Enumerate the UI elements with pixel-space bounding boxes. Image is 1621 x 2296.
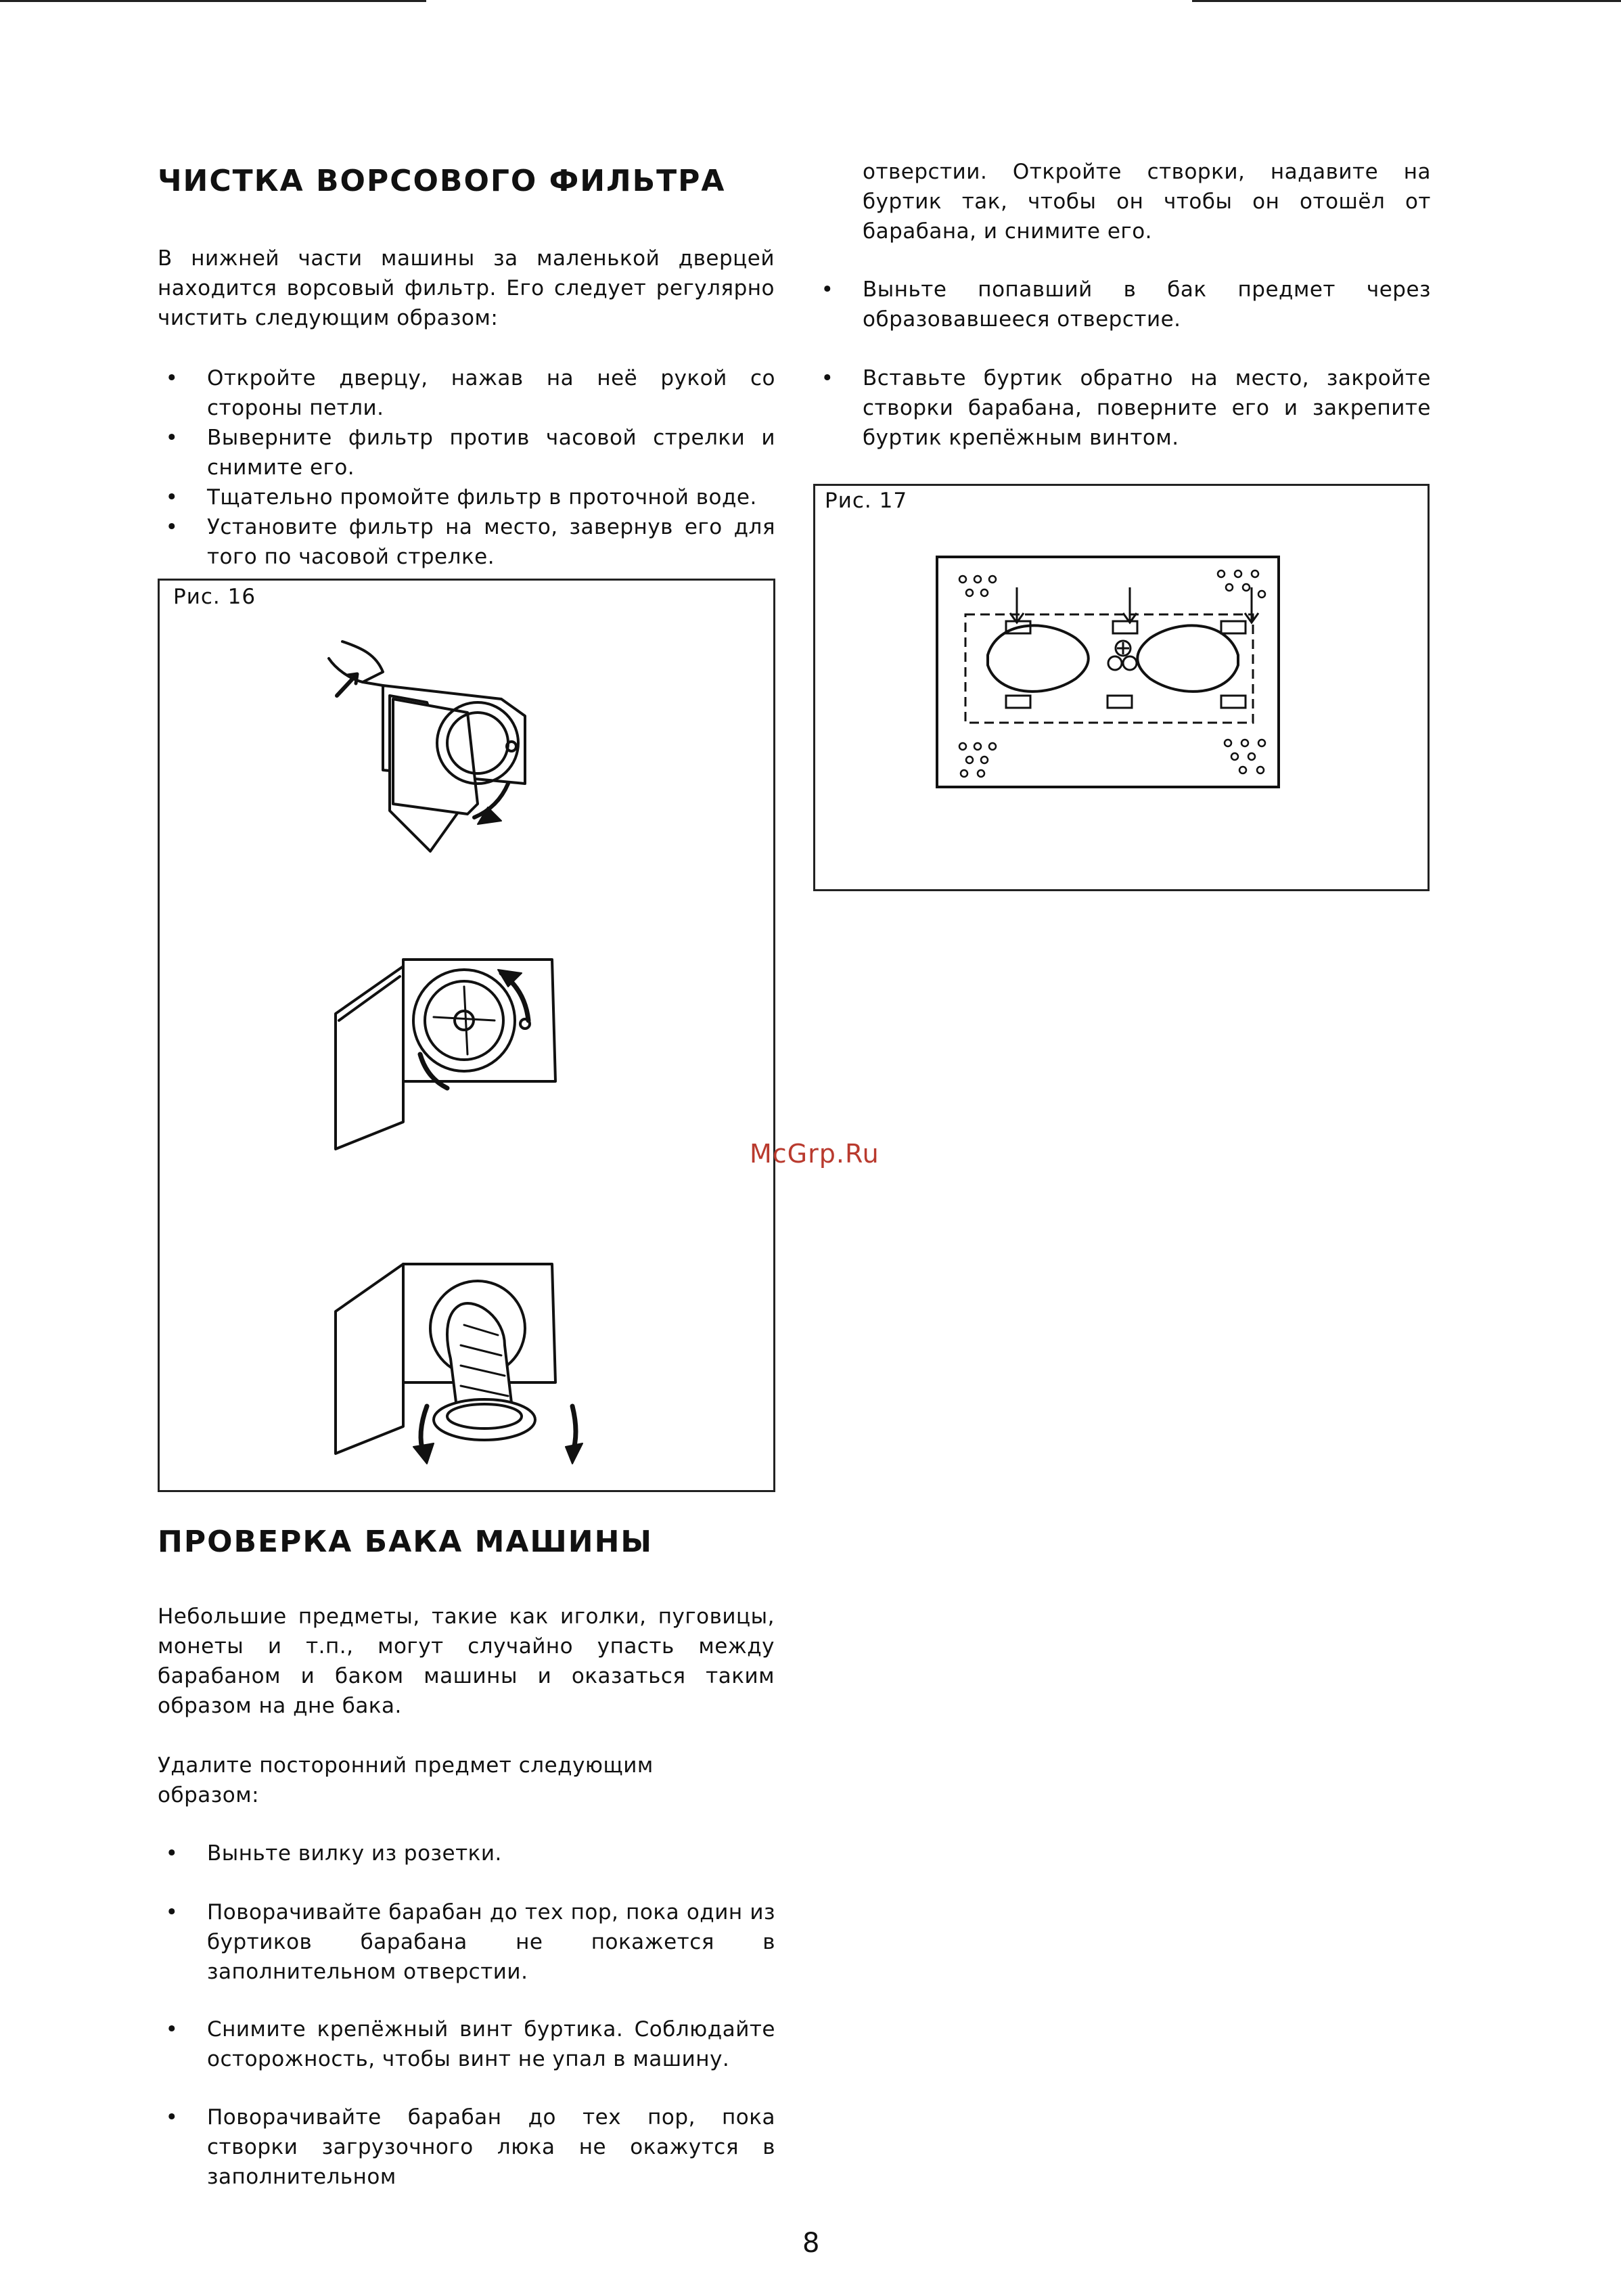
lint-step-text: Откройте дверцу, нажав на неё рукой со стороны петли. — [207, 366, 775, 420]
bullet-dot: • — [165, 2017, 179, 2042]
lint-step-text: Тщательно промойте фильтр в проточной воде. — [207, 485, 757, 510]
lint-step-text: Выверните фильтр против часовой стрелки и снимите его. — [207, 426, 775, 480]
lint-filter-intro: В нижней части машины за маленькой дверцей находится ворсовый фильтр. Его следует регулярно чистить следующим образом: — [158, 246, 775, 330]
bullet-dot: • — [165, 426, 179, 450]
tub-check-intro-2: Удалите посторонний предмет следующим образом: — [158, 1753, 654, 1807]
tub-step-4 — [165, 2102, 775, 2192]
down-arrow-icon — [1010, 587, 1258, 623]
lint-step-2 — [165, 423, 775, 482]
filter-remove-drawing — [336, 1264, 555, 1454]
tub-step-text: Вставьте буртик обратно на место, закройте створки барабана, поверните его и закрепите буртик крепёжным винтом. — [863, 366, 1431, 450]
drum-shutter-right — [1137, 625, 1238, 691]
tub-step-6 — [821, 363, 1431, 453]
drum-shutter-left — [988, 625, 1089, 691]
figure-16-illustration — [160, 581, 773, 1490]
tub-step-text: Поворачивайте барабан до тех пор, пока один из буртиков барабана не покажется в заполнительном отверстии. — [207, 1900, 775, 1984]
bullet-dot: • — [165, 1841, 179, 1866]
tub-step-5 — [821, 275, 1431, 334]
section-title-tub-check: ПРОВЕРКА БАКА МАШИНЫ — [158, 1525, 654, 1559]
tub-check-intro: Небольшие предметы, такие как иголки, пуговицы, монеты и т.п., могут случайно упасть между барабаном и баком машины и оказаться таким образом на дне бака. — [158, 1604, 775, 1718]
tub-step-text: Выньте вилку из розетки. — [207, 1841, 502, 1866]
figure-17-box — [813, 484, 1430, 891]
bullet-dot: • — [165, 515, 179, 539]
filter-unscrew-drawing — [336, 960, 555, 1149]
figure-17-label: Рис. 17 — [825, 489, 908, 513]
bullet-dot: • — [165, 2105, 179, 2130]
top-rule-right — [1192, 0, 1621, 2]
bullet-dot: • — [821, 366, 834, 390]
watermark: McGrp.Ru — [750, 1139, 880, 1169]
figure-17-illustration — [815, 486, 1428, 889]
lint-step-1 — [165, 363, 775, 423]
bullet-dot: • — [165, 366, 179, 390]
lint-step-text: Установите фильтр на место, завернув его для того по часовой стрелке. — [207, 515, 775, 569]
top-rule-left — [0, 0, 426, 2]
tub-step-4-continuation: отверстии. Откройте створки, надавите на буртик так, чтобы он чтобы он отошёл от барабана, и снимите его. — [863, 160, 1431, 244]
figure-16-box — [158, 579, 775, 1492]
tub-step-1 — [165, 1839, 775, 1868]
tub-step-text: Снимите крепёжный винт буртика. Соблюдайте осторожность, чтобы винт не упал в машину. — [207, 2017, 775, 2071]
tub-step-text: Выньте попавший в бак предмет через образовавшееся отверстие. — [863, 277, 1431, 332]
section-title-lint-filter: ЧИСТКА ВОРСОВОГО ФИЛЬТРА — [158, 164, 726, 198]
page-number: 8 — [802, 2228, 820, 2259]
tub-step-2 — [165, 1897, 775, 1987]
figure-16-label: Рис. 16 — [173, 585, 256, 609]
tub-step-text: Поворачивайте барабан до тех пор, пока створки загрузочного люка не окажутся в заполнительном — [207, 2105, 775, 2189]
lint-step-4 — [165, 512, 775, 572]
bullet-dot: • — [165, 485, 179, 510]
tub-step-3 — [165, 2014, 775, 2074]
lint-step-3 — [165, 482, 775, 512]
bullet-dot: • — [165, 1900, 179, 1924]
bullet-dot: • — [821, 277, 834, 302]
